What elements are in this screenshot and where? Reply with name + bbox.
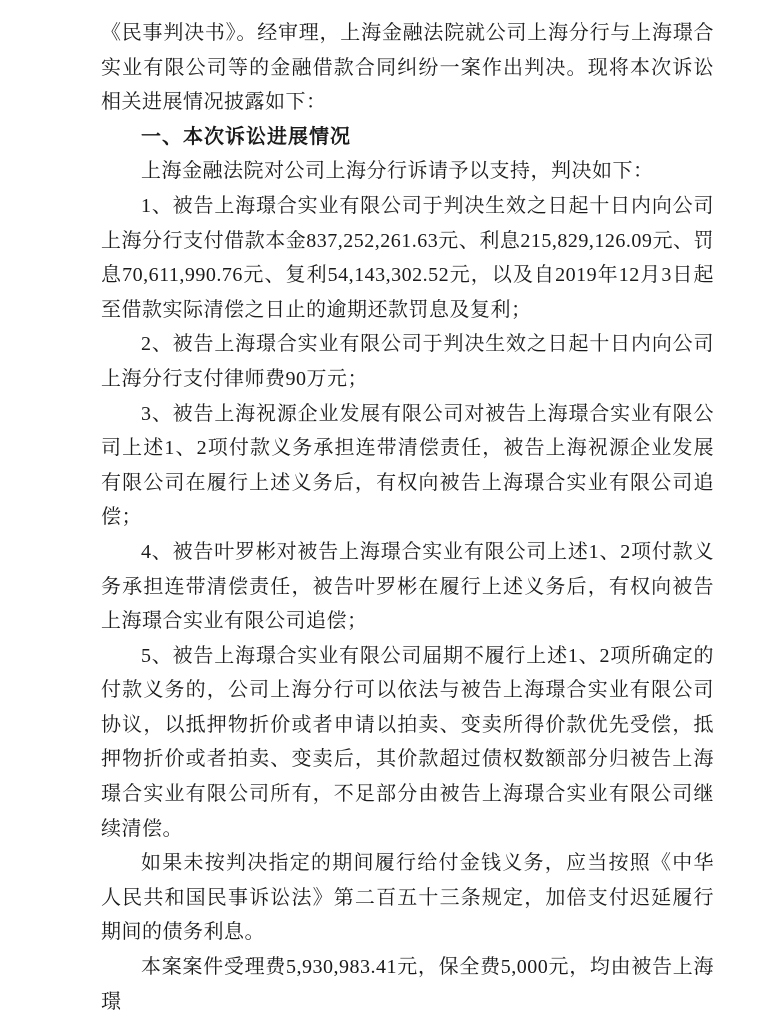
court-support-paragraph: 上海金融法院对公司上海分行诉请予以支持，判决如下：	[141, 160, 654, 183]
ruling-item-4: 4、被告叶罗彬对被告上海璟合实业有限公司上述1、2项付款义务承担连带清偿责任，被告叶罗彬在履行上述义务后，有权向被告上海璟合实业有限公司追偿；	[101, 540, 714, 633]
ruling-item-3: 3、被告上海祝源企业发展有限公司对被告上海璟合实业有限公司上述1、2项付款义务承担连带清偿责任，被告上海祝源企业发展有限公司在履行上述义务后，有权向被告上海璟合实业有限公司追偿；	[101, 402, 714, 529]
section-heading-litigation-progress: 一、本次诉讼进展情况	[141, 125, 351, 148]
delay-interest-paragraph: 如果未按判决指定的期间履行给付金钱义务，应当按照《中华人民共和国民事诉讼法》第二百五十三条规定，加倍支付迟延履行期间的债务利息。	[101, 852, 714, 944]
judgment-intro-paragraph: 《民事判决书》。经审理，上海金融法院就公司上海分行与上海璟合实业有限公司等的金融借款合同纠纷一案作出判决。现将本次诉讼相关进展情况披露如下：	[101, 22, 714, 114]
case-fees-paragraph: 本案案件受理费5,930,983.41元，保全费5,000元，均由被告上海璟	[101, 956, 714, 1013]
ruling-item-2: 2、被告上海璟合实业有限公司于判决生效之日起十日内向公司上海分行支付律师费90万元；	[101, 333, 714, 390]
ruling-item-1: 1、被告上海璟合实业有限公司于判决生效之日起十日内向公司上海分行支付借款本金837,252,261.63元、利息215,829,126.09元、罚息70,611,990.76元、复利54,143,302.52元，以及自2019年12月3日起至借款实际清偿之日止的逾期还款罚息及复利；	[101, 194, 714, 321]
ruling-item-5: 5、被告上海璟合实业有限公司届期不履行上述1、2项所确定的付款义务的，公司上海分行可以依法与被告上海璟合实业有限公司协议，以抵押物折价或者申请以拍卖、变卖所得价款优先受偿，抵押物折价或者拍卖、变卖后，其价款超过债权数额部分归被告上海璟合实业有限公司所有，不足部分由被告上海璟合实业有限公司继续清偿。	[101, 644, 714, 840]
